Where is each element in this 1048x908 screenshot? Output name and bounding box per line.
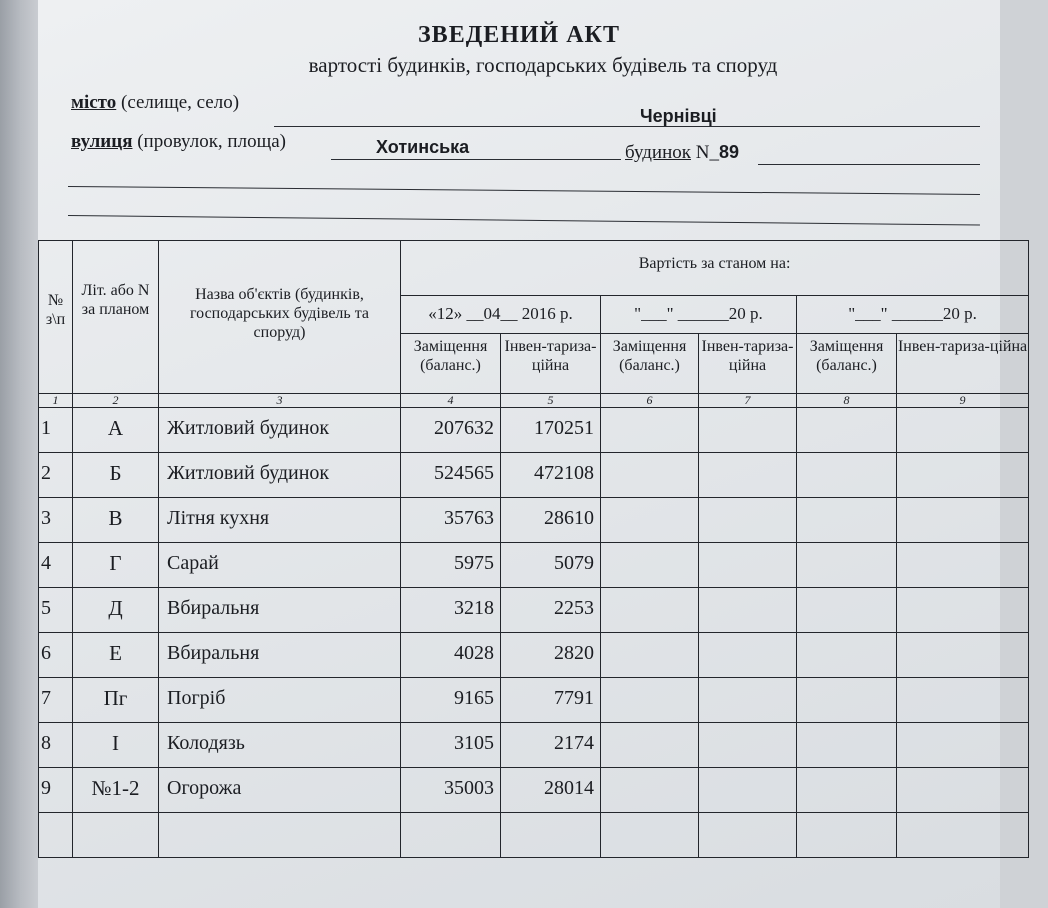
row-name: Житловий будинок <box>159 453 401 498</box>
header-date-1: «12» __04__ 2016 р. <box>401 296 601 334</box>
row-number: 6 <box>39 633 73 678</box>
row-replacement: 4028 <box>401 633 501 678</box>
row-inventory: 2253 <box>501 588 601 633</box>
header-inventory-2: Інвен-тариза-ційна <box>699 334 797 394</box>
house-underline <box>758 164 980 165</box>
col-number: 1 <box>39 394 73 408</box>
row-lit: Б <box>73 453 159 498</box>
table-row-empty <box>39 813 1029 858</box>
street-line <box>71 131 286 153</box>
row-replacement: 35763 <box>401 498 501 543</box>
col-number: 3 <box>159 394 401 408</box>
house-prefix: N_ <box>695 142 719 163</box>
row-inventory: 170251 <box>501 408 601 453</box>
row-name: Житловий будинок <box>159 408 401 453</box>
row-lit: Д <box>73 588 159 633</box>
table-row <box>39 408 1029 453</box>
empty-cell <box>897 498 1029 543</box>
empty-cell <box>699 813 797 858</box>
street-paren: (провулок, площа) <box>137 131 286 152</box>
row-replacement: 9165 <box>401 678 501 723</box>
empty-cell <box>601 813 699 858</box>
empty-cell <box>897 813 1029 858</box>
row-lit: І <box>73 723 159 768</box>
empty-cell <box>699 678 797 723</box>
row-lit: А <box>73 408 159 453</box>
col-number: 6 <box>601 394 699 408</box>
table-row <box>39 498 1029 543</box>
empty-cell <box>897 768 1029 813</box>
empty-cell <box>699 768 797 813</box>
row-inventory: 472108 <box>501 453 601 498</box>
empty-cell <box>699 543 797 588</box>
empty-cell <box>699 633 797 678</box>
row-lit: Е <box>73 633 159 678</box>
header-lit: Літ. або N за планом <box>73 241 159 394</box>
row-lit: В <box>73 498 159 543</box>
city-paren: (селище, село) <box>121 92 240 113</box>
col-number: 2 <box>73 394 159 408</box>
empty-cell <box>699 453 797 498</box>
street-value: Хотинська <box>376 137 470 157</box>
city-label: місто <box>71 92 117 113</box>
row-replacement: 3218 <box>401 588 501 633</box>
empty-cell <box>601 678 699 723</box>
header-replacement-1: Заміщення (баланс.) <box>401 334 501 394</box>
header-inventory-3: Інвен-тариза-ційна <box>897 334 1029 394</box>
header-name: Назва об'єктів (будинків, господарських будівель та споруд) <box>159 241 401 394</box>
row-name: Вбиральня <box>159 588 401 633</box>
row-number: 9 <box>39 768 73 813</box>
empty-cell <box>797 588 897 633</box>
header-date-2: "___" ______20 р. <box>601 296 797 334</box>
row-replacement: 3105 <box>401 723 501 768</box>
empty-cell <box>601 498 699 543</box>
city-underline <box>274 126 980 127</box>
row-lit: Пг <box>73 678 159 723</box>
empty-cell <box>601 453 699 498</box>
empty-cell <box>897 453 1029 498</box>
col-number: 7 <box>699 394 797 408</box>
empty-cell <box>797 543 897 588</box>
document-subtitle: вартості будинків, господарських будівель та споруд <box>308 53 778 77</box>
col-number: 9 <box>897 394 1029 408</box>
row-name: Погріб <box>159 678 401 723</box>
empty-cell <box>897 678 1029 723</box>
empty-cell <box>699 408 797 453</box>
row-replacement: 5975 <box>401 543 501 588</box>
empty-cell <box>797 453 897 498</box>
empty-cell <box>797 813 897 858</box>
row-number: 2 <box>39 453 73 498</box>
col-number: 5 <box>501 394 601 408</box>
empty-cell <box>601 723 699 768</box>
empty-cell <box>699 723 797 768</box>
empty-cell <box>699 498 797 543</box>
row-number: 8 <box>39 723 73 768</box>
row-number: 1 <box>39 408 73 453</box>
empty-cell <box>797 723 897 768</box>
row-lit: №1-2 <box>73 768 159 813</box>
empty-cell <box>601 588 699 633</box>
empty-cell <box>897 543 1029 588</box>
header-no: № з\п <box>39 241 73 394</box>
empty-cell <box>159 813 401 858</box>
street-underline <box>331 159 621 160</box>
row-replacement: 35003 <box>401 768 501 813</box>
row-number: 4 <box>39 543 73 588</box>
row-inventory: 2174 <box>501 723 601 768</box>
header-inventory-1: Інвен-тариза-ційна <box>501 334 601 394</box>
notebook-binding <box>0 0 38 908</box>
header-date-3: "___" ______20 р. <box>797 296 1029 334</box>
empty-cell <box>601 408 699 453</box>
row-inventory: 28014 <box>501 768 601 813</box>
table-row <box>39 543 1029 588</box>
row-replacement: 524565 <box>401 453 501 498</box>
row-number: 7 <box>39 678 73 723</box>
header-replacement-3: Заміщення (баланс.) <box>797 334 897 394</box>
valuation-table <box>38 240 1029 858</box>
table-row <box>39 768 1029 813</box>
table-row <box>39 588 1029 633</box>
empty-cell <box>897 633 1029 678</box>
row-name: Огорожа <box>159 768 401 813</box>
empty-cell <box>797 408 897 453</box>
table-row <box>39 678 1029 723</box>
document-sheet <box>38 0 1028 908</box>
row-number: 3 <box>39 498 73 543</box>
empty-cell <box>39 813 73 858</box>
empty-cell <box>699 588 797 633</box>
empty-cell <box>601 543 699 588</box>
table-row <box>39 723 1029 768</box>
row-inventory: 2820 <box>501 633 601 678</box>
row-name: Літня кухня <box>159 498 401 543</box>
col-number: 4 <box>401 394 501 408</box>
empty-cell <box>73 813 159 858</box>
blank-line-2 <box>68 215 980 226</box>
empty-cell <box>601 633 699 678</box>
empty-cell <box>401 813 501 858</box>
header-value-group: Вартість за станом на: <box>401 241 1029 296</box>
col-number: 8 <box>797 394 897 408</box>
blank-line-1 <box>68 186 980 195</box>
house-line <box>625 142 739 164</box>
city-line <box>71 92 239 114</box>
row-inventory: 5079 <box>501 543 601 588</box>
table-row <box>39 633 1029 678</box>
row-inventory: 28610 <box>501 498 601 543</box>
row-inventory: 7791 <box>501 678 601 723</box>
row-number: 5 <box>39 588 73 633</box>
header-replacement-2: Заміщення (баланс.) <box>601 334 699 394</box>
row-name: Сарай <box>159 543 401 588</box>
empty-cell <box>797 498 897 543</box>
house-value: 89 <box>718 142 739 162</box>
row-name: Вбиральня <box>159 633 401 678</box>
empty-cell <box>501 813 601 858</box>
empty-cell <box>897 723 1029 768</box>
empty-cell <box>897 588 1029 633</box>
city-value: Чернівці <box>640 106 717 126</box>
row-lit: Г <box>73 543 159 588</box>
street-label: вулиця <box>71 131 133 152</box>
row-name: Колодязь <box>159 723 401 768</box>
document-title: ЗВЕДЕНИЙ АКТ <box>418 22 620 48</box>
empty-cell <box>601 768 699 813</box>
row-replacement: 207632 <box>401 408 501 453</box>
empty-cell <box>897 408 1029 453</box>
empty-cell <box>797 633 897 678</box>
house-label: будинок <box>625 142 691 163</box>
empty-cell <box>797 768 897 813</box>
table-row <box>39 453 1029 498</box>
empty-cell <box>797 678 897 723</box>
